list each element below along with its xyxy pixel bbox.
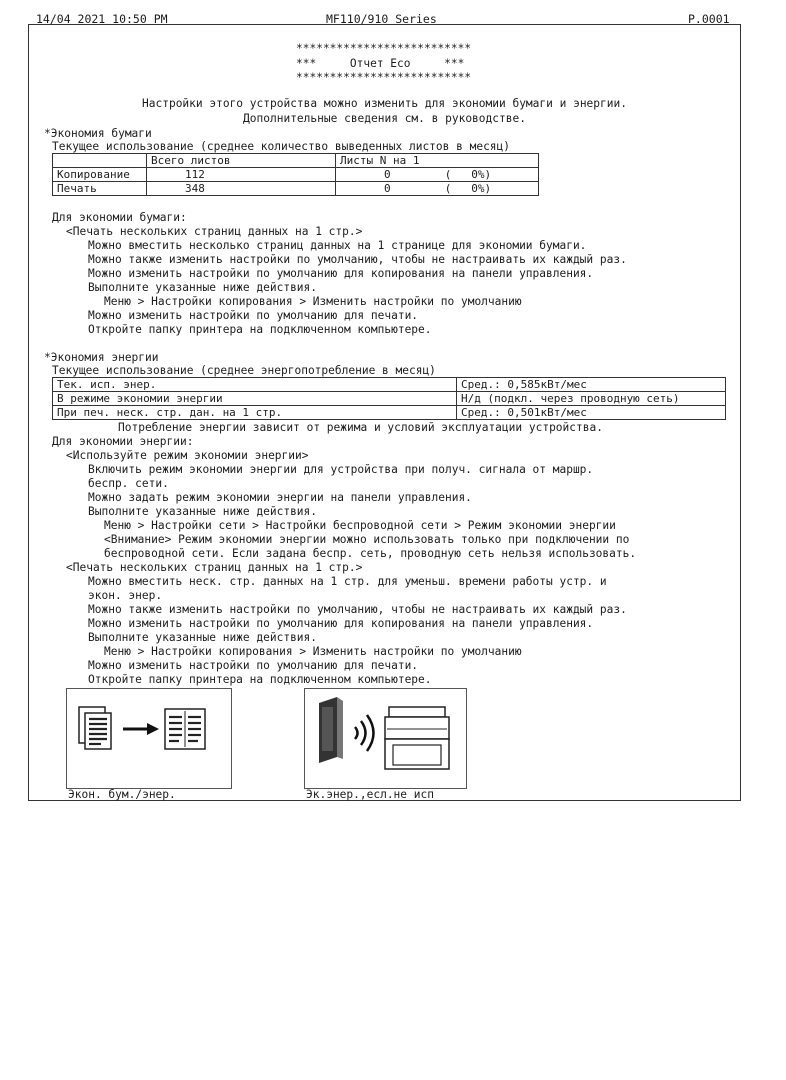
table-row [53,168,539,182]
paper-tip-line: <Печать нескольких страниц данных на 1 стр.> [66,225,363,238]
energy-warning-line: беспроводной сети. Если задана беспр. сеть, проводную сеть нельзя использовать. [104,547,637,560]
paper-tip-line: Можно изменить настройки по умолчанию для печати. [88,309,419,322]
energy-illustration-caption: Эк.энер.,есл.не исп [306,788,434,801]
paper-tip-line: Можно вместить несколько страниц данных на 1 странице для экономии бумаги. [88,239,587,252]
energy-warning-line: <Внимание> Режим экономии энергии можно использовать только при подключении по [104,533,630,546]
energy-tip-line: Можно изменить настройки по умолчанию для копирования на панели управления. [88,617,594,630]
intro-line-1: Настройки этого устройства можно изменить для экономии бумаги и энергии. [142,97,627,110]
paper-heading: *Экономия бумаги [44,127,152,140]
n-up-pages-icon [67,689,231,788]
energy-tip-line: беспр. сети. [88,477,169,490]
printer-model: MF110/910 Series [326,12,437,26]
paper-tip-line: Можно также изменить настройки по умолчанию, чтобы не настраивать их каждый раз. [88,253,627,266]
table-row [53,392,726,406]
router-wireless-printer-icon [305,689,466,788]
energy-tip-line: Можно также изменить настройки по умолчанию, чтобы не настраивать их каждый раз. [88,603,627,616]
table-row [53,182,539,196]
intro-line-2: Дополнительные сведения см. в руководстве. [243,112,526,125]
row-percent: ( 0%) [441,182,539,196]
row-label: В режиме экономии энергии [53,392,457,406]
paper-usage-label: Текущее использование (среднее количество выведенных листов в месяц) [52,140,511,153]
energy-note: Потребление энергии зависит от режима и условий эксплуатации устройства. [118,421,603,434]
report-datetime: 14/04 2021 10:50 PM [36,12,168,26]
energy-illustration [304,688,467,789]
paper-tip-line: Выполните указанные ниже действия. [88,281,318,294]
energy-menu-path: Меню > Настройки сети > Настройки беспроводной сети > Режим экономии энергии [104,519,616,532]
paper-menu-path: Меню > Настройки копирования > Изменить настройки по умолчанию [104,295,522,308]
row-value: Н/д (подкл. через проводную сеть) [457,392,726,406]
energy-tip-line: Можно задать режим экономии энергии на панели управления. [88,491,472,504]
energy-tips-heading: Для экономии энергии: [52,435,194,448]
table-header-cell: Листы N на 1 [336,154,539,168]
row-value: Сред.: 0,501кВт/мес [457,406,726,420]
energy-tip-line: Выполните указанные ниже действия. [88,505,318,518]
title-stars-top: ************************** [296,42,472,55]
table-header-cell: Всего листов [147,154,336,168]
row-label: Тек. исп. энер. [53,378,457,392]
energy-tip-line: Включить режим экономии энергии для устройства при получ. сигнала от маршр. [88,463,594,476]
energy-tip-line: Можно изменить настройки по умолчанию для печати. [88,659,419,672]
row-n-on-1: 0 [336,182,441,196]
energy-tip-line: <Используйте режим экономии энергии> [66,449,309,462]
energy-tip-line: <Печать нескольких страниц данных на 1 стр.> [66,561,363,574]
energy-usage-table [52,377,726,420]
energy-usage-label: Текущее использование (среднее энергопотребление в месяц) [52,364,436,377]
row-value: Сред.: 0,585кВт/мес [457,378,726,392]
row-total: 348 [147,182,336,196]
table-header-row [53,154,539,168]
row-n-on-1: 0 [336,168,441,182]
title-stars-bottom: ************************** [296,71,472,84]
energy-tip-line: Выполните указанные ниже действия. [88,631,318,644]
paper-tip-line: Можно изменить настройки по умолчанию для копирования на панели управления. [88,267,594,280]
table-row [53,406,726,420]
energy-tip-line: Можно вместить неск. стр. данных на 1 стр. для уменьш. времени работы устр. и [88,575,607,588]
energy-tip-line: Откройте папку принтера на подключенном компьютере. [88,673,432,686]
table-header-cell [53,154,147,168]
paper-illustration [66,688,232,789]
paper-tips-heading: Для экономии бумаги: [52,211,187,224]
row-percent: ( 0%) [441,168,539,182]
row-label: Копирование [53,168,147,182]
page-number: P.0001 [688,12,730,26]
table-row [53,378,726,392]
paper-illustration-caption: Экон. бум./энер. [68,788,176,801]
paper-tip-line: Откройте папку принтера на подключенном компьютере. [88,323,432,336]
paper-usage-table [52,153,539,196]
row-label: При печ. неск. стр. дан. на 1 стр. [53,406,457,420]
row-label: Печать [53,182,147,196]
report-title: *** Отчет Eco *** [296,57,465,70]
energy-tip-line: экон. энер. [88,589,163,602]
energy-heading: *Экономия энергии [44,351,159,364]
row-total: 112 [147,168,336,182]
energy-menu-path: Меню > Настройки копирования > Изменить настройки по умолчанию [104,645,522,658]
